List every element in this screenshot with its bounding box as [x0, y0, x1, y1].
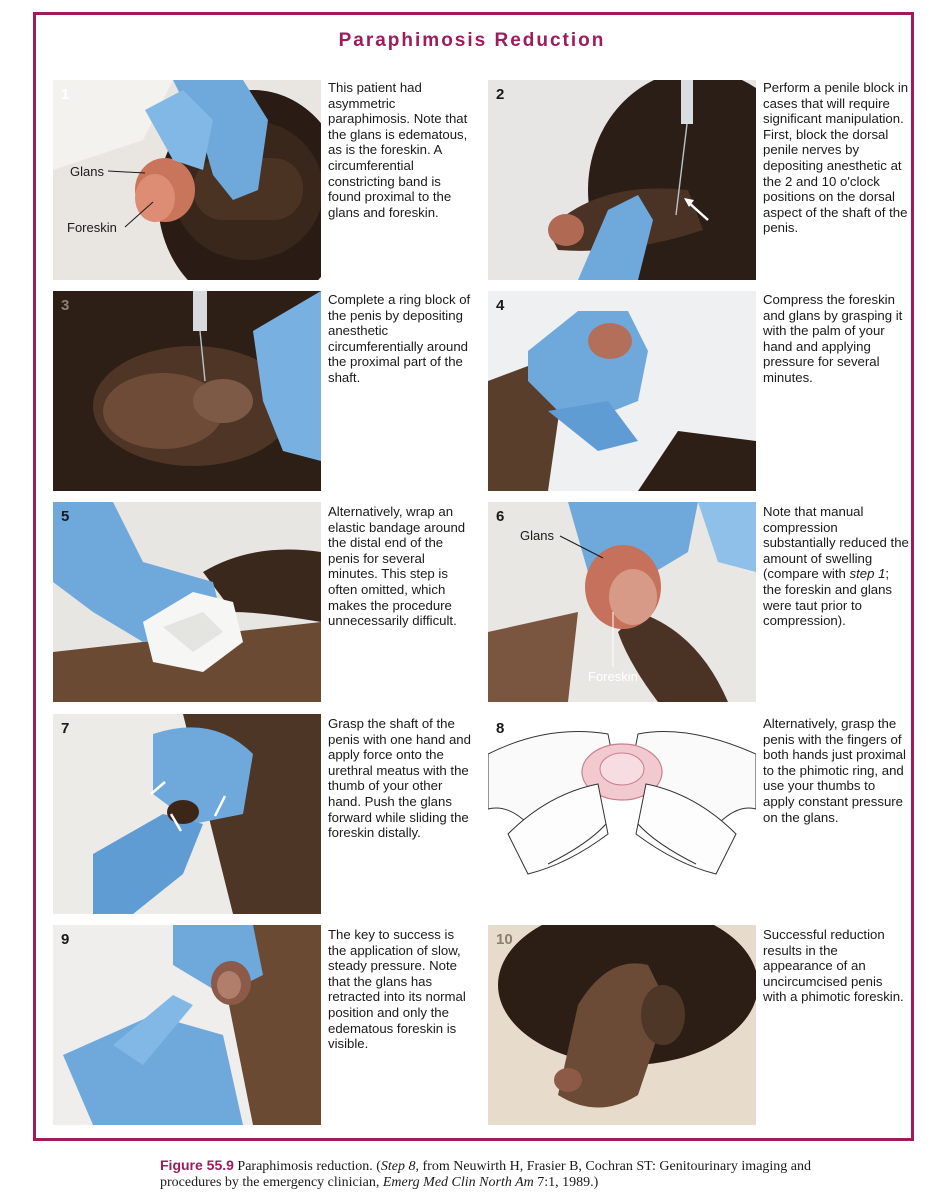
figure-caption-emphasis: Step 8: [380, 1159, 416, 1174]
glans-label: Glans: [520, 528, 554, 543]
caption-text: Note that manual compression substantially reduced the amount of swelling (compare with: [763, 504, 909, 582]
step-number: 7: [61, 720, 70, 737]
step-8-caption: Alternatively, grasp the penis with the fingers of both hands just proximal to the phimotic ring, and use your thumbs to apply constant pressure on the glans.: [763, 716, 906, 825]
step-2-photo: [488, 80, 756, 280]
step-2-caption: Perform a penile block in cases that will require significant manipulation. First, block the dorsal penile nerves by depositing anesthetic at the 2 and 10 o'clock positions on the dorsal aspect of the shaft of the penis.: [763, 80, 909, 236]
step-9-photo: [53, 925, 321, 1125]
step-4-photo: [488, 291, 756, 491]
step-7-caption: Grasp the shaft of the penis with one hand and apply force onto the urethral meatus with the thumb of your other hand. Push the glans forward while sliding the foreskin distally.: [328, 716, 471, 841]
figure-label: Figure 55.9: [160, 1157, 234, 1173]
step-10-caption: Successful reduction results in the appearance of an uncircumcised penis with a phimotic foreskin.: [763, 927, 904, 1005]
step-6-caption: [763, 504, 909, 629]
caption-text: ; the foreskin and glans were taut prior to compression).: [763, 566, 893, 629]
step-9-caption: The key to success is the application of slow, steady pressure. Note that the glans has retracted into its normal position and only the edematous foreskin is visible.: [328, 927, 466, 1052]
step-1-photo: [53, 80, 321, 280]
step-5-photo: [53, 502, 321, 702]
figure-caption-text: , from Neuwirth H, Frasier B, Cochran ST: Genitourinary imaging and procedures by the emergency clinician,: [160, 1159, 812, 1190]
step-number: 2: [496, 86, 505, 103]
step-10-photo: [488, 925, 756, 1125]
caption-emphasis: step 1: [849, 566, 886, 582]
glans-label: Glans: [70, 164, 104, 179]
step-number: 3: [61, 297, 70, 314]
foreskin-label: Foreskin: [588, 669, 638, 684]
step-7-photo: [53, 714, 321, 914]
foreskin-label: Foreskin: [67, 220, 117, 235]
step-4-caption: Compress the foreskin and glans by grasping it with the palm of your hand and applying pressure for several minutes.: [763, 292, 903, 385]
step-number: 10: [496, 931, 513, 948]
step-number: 6: [496, 508, 505, 525]
step-6-photo: [488, 502, 756, 702]
figure-caption-text: 7:1, 1989.): [533, 1175, 599, 1190]
step-3-caption: Complete a ring block of the penis by depositing anesthetic circumferentially around the proximal part of the shaft.: [328, 292, 471, 385]
figure-caption-text: Paraphimosis reduction. (: [233, 1159, 381, 1174]
step-number: 8: [496, 720, 505, 737]
step-number: 9: [61, 931, 70, 948]
page-title: Paraphimosis Reduction: [338, 30, 606, 51]
figure-caption-journal: Emerg Med Clin North Am: [382, 1175, 534, 1190]
figure-caption: [160, 1157, 840, 1191]
step-number: 5: [61, 508, 70, 525]
step-5-caption: Alternatively, wrap an elastic bandage around the distal end of the penis for several minutes. This step is often omitted, which makes the procedure unnecessarily difficult.: [328, 504, 466, 629]
step-8-illustration: [488, 714, 756, 914]
step-number: 1: [61, 86, 70, 103]
step-number: 4: [496, 297, 505, 314]
step-3-photo: [53, 291, 321, 491]
step-1-caption: This patient had asymmetric paraphimosis. Note that the glans is edematous, as is the foreskin. A circumferential constricting band is found proximal to the glans and foreskin.: [328, 80, 468, 220]
